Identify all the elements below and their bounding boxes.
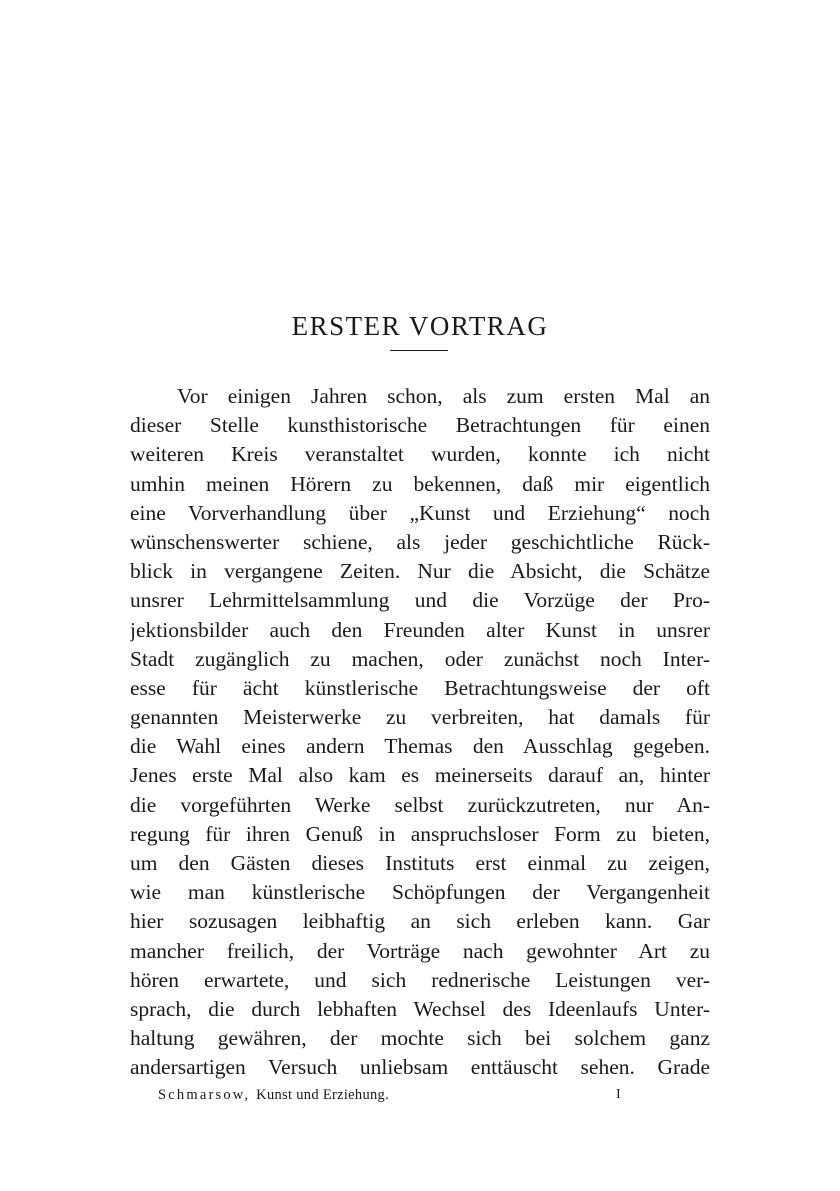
signature-mark: I — [616, 1087, 621, 1102]
text-line: wünschenswerter schiene, als jeder geschichtliche Rück- — [130, 529, 710, 554]
title-divider — [390, 350, 448, 351]
text-line: jektionsbilder auch den Freunden alter Kunst in unsrer — [130, 617, 710, 642]
text-line: die Wahl eines andern Themas den Ausschlag gegeben. — [130, 734, 710, 759]
text-line: genannten Meisterwerke zu verbreiten, hat damals für — [130, 705, 710, 730]
text-line: regung für ihren Genuß in anspruchsloser Form zu bieten, — [130, 821, 710, 846]
text-line: die vorgeführten Werke selbst zurückzutreten, nur An- — [130, 792, 710, 817]
body-text — [130, 382, 710, 1083]
chapter-title: ERSTER VORTRAG — [291, 311, 549, 342]
text-line: hören erwartete, und sich rednerische Leistungen ver- — [130, 967, 710, 992]
text-line: Stadt zugänglich zu machen, oder zunächst noch Inter- — [130, 646, 710, 671]
text-line: esse für ächt künstlerische Betrachtungsweise der oft — [130, 675, 710, 700]
footer-title-line — [158, 1084, 389, 1106]
text-line: sprach, die durch lebhaften Wechsel des Ideenlaufs Unter- — [130, 996, 710, 1021]
text-line: blick in vergangene Zeiten. Nur die Absicht, die Schätze — [130, 559, 710, 584]
text-line: andersartigen Versuch unliebsam enttäuscht sehen. Grade — [130, 1055, 710, 1080]
text-line: Jenes erste Mal also kam es meinerseits darauf an, hinter — [130, 763, 710, 788]
text-line: dieser Stelle kunsthistorische Betrachtungen für einen — [130, 413, 710, 438]
footer-author: Schmarsow, — [158, 1087, 251, 1103]
text-line: um den Gästen dieses Instituts erst einmal zu zeigen, — [130, 851, 710, 875]
text-line: wie man künstlerische Schöpfungen der Vergangenheit — [130, 880, 710, 905]
text-line: haltung gewähren, der mochte sich bei solchem ganz — [130, 1026, 710, 1051]
text-line: umhin meinen Hörern zu bekennen, daß mir eigentlich — [130, 471, 710, 496]
text-line: mancher freilich, der Vorträge nach gewohnter Art zu — [130, 938, 710, 963]
footer-book-title: Kunst und Erziehung. — [256, 1087, 390, 1103]
text-line: Vor einigen Jahren schon, als zum ersten Mal an — [177, 384, 710, 408]
page-footer — [158, 1084, 628, 1106]
text-line: hier sozusagen leibhaftig an sich erleben kann. Gar — [130, 909, 710, 934]
text-line: weiteren Kreis veranstaltet wurden, konnte ich nicht — [130, 442, 710, 467]
text-line: unsrer Lehrmittelsammlung und die Vorzüge der Pro- — [130, 588, 710, 613]
text-line: eine Vorverhandlung über „Kunst und Erziehung“ noch — [130, 500, 710, 525]
